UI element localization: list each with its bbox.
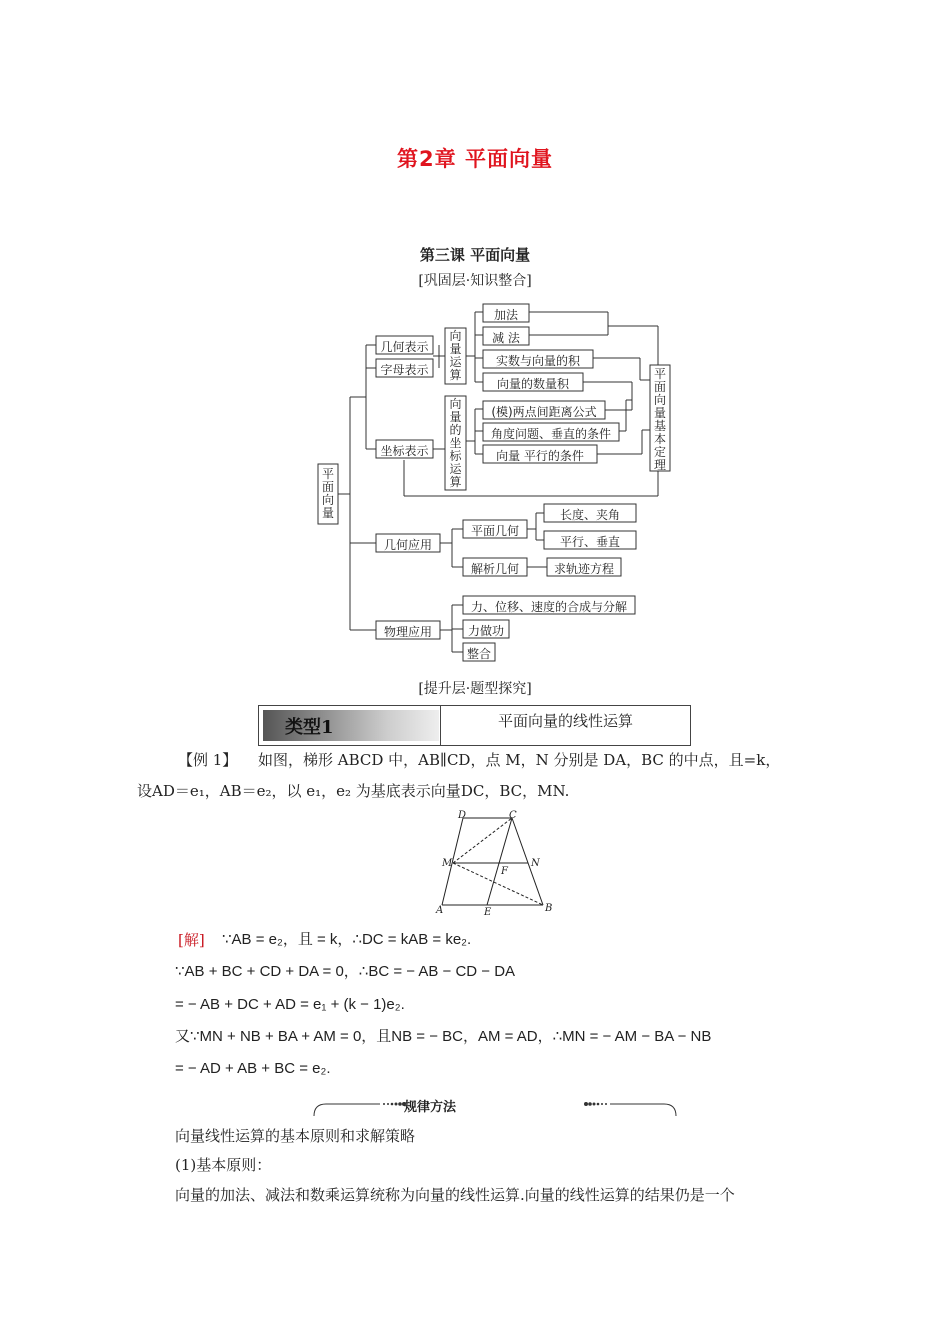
diagram-integrate: 整合 (466, 647, 491, 661)
advancement-layer-label: [提升层·题型探究] (418, 681, 532, 697)
lesson-title: 第三课 平面向量 (419, 246, 531, 264)
diagram-sub: 减 法 (492, 331, 520, 345)
method-body: 向量的加法、减法和数乘运算统称为向量的线性运算.向量的线性运算的结果仍是一个 (175, 1186, 735, 1204)
example-tag: 【例 1】 (178, 751, 238, 769)
diagram-analytic-geo: 解析几何 (470, 562, 519, 576)
diagram-coord-rep: 坐标表示 (380, 444, 429, 458)
label-A: A (436, 905, 444, 916)
diagram-locus: 求轨迹方程 (553, 562, 614, 576)
diagram-dot: 向量的数量积 (496, 377, 569, 391)
diagram-root: 平面向量 (321, 467, 334, 520)
type-banner (258, 705, 691, 746)
type-title: 平面向量的线性运算 (497, 712, 633, 730)
label-M: M (442, 858, 453, 869)
solution-line4: 又∵MN + NB + BA + AM = 0，且NB = − BC，AM = AD，∴MN = − AM − BA − NB (175, 1028, 712, 1045)
diagram-vector-ops: 向量运算 (449, 329, 462, 382)
diagram-geo-app: 几何应用 (383, 538, 432, 552)
type-label-box (263, 710, 439, 741)
diagram-add: 加法 (493, 308, 518, 322)
method-bar (312, 1098, 678, 1118)
diagram-letter-rep: 字母表示 (380, 363, 429, 377)
example-text-line2: 设AD＝e₁，AB＝e₂，以 e₁，e₂ 为基底表示向量DC，BC，MN. (137, 782, 570, 800)
diagram-coord-ops: 向量的坐标运算 (449, 397, 462, 489)
type-label: 类型1 (285, 717, 334, 738)
diagram-par-perp: 平行、垂直 (559, 535, 620, 549)
chapter-title: 第2章 平面向量 (397, 147, 553, 171)
diagram-forces: 力、位移、速度的合成与分解 (470, 600, 627, 614)
solution-line2: ∵AB + BC + CD + DA = 0，∴BC = − AB − CD − DA (175, 963, 516, 980)
solution-line5: = − AD + AB + BC = e₂. (175, 1060, 331, 1077)
diagram-scalar: 实数与向量的积 (495, 354, 580, 368)
label-D: D (458, 810, 467, 821)
method-label: 规律方法 (403, 1100, 456, 1115)
label-B: B (545, 903, 553, 914)
diagram-dist: (模)两点间距离公式 (491, 405, 597, 419)
solution-line1: ∵AB = e₂，且 = k，∴DC = kAB = ke₂. (222, 931, 472, 948)
solution-tag: [解] (178, 931, 205, 949)
label-E: E (484, 907, 492, 918)
method-subheading: (1)基本原则： (175, 1156, 272, 1174)
diagram-geo-rep: 几何表示 (380, 340, 429, 354)
diagram-angle: 角度问题、垂直的条件 (490, 427, 611, 441)
label-N: N (531, 858, 540, 869)
diagram-phys-app: 物理应用 (383, 625, 432, 639)
label-F: F (501, 866, 508, 877)
diagram-parallel: 向量 平行的条件 (496, 449, 584, 463)
trapezoid-figure (425, 808, 565, 920)
diagram-plane-geo: 平面几何 (470, 524, 519, 538)
diagram-theorem: 平面向量基本定理 (653, 367, 666, 472)
solution-line3: = − AB + DC + AD = e₁ + (k − 1)e₂. (175, 996, 405, 1013)
method-heading: 向量线性运算的基本原则和求解策略 (175, 1127, 416, 1145)
example-text-line1: 如图，梯形 ABCD 中，AB∥CD，点 M，N 分别是 DA，BC 的中点，且=k， (258, 751, 781, 769)
diagram-len-angle: 长度、夹角 (559, 508, 620, 522)
diagram-work: 力做功 (467, 624, 504, 638)
label-C: C (509, 810, 517, 821)
consolidation-layer-label: [巩固层·知识整合] (418, 273, 532, 289)
